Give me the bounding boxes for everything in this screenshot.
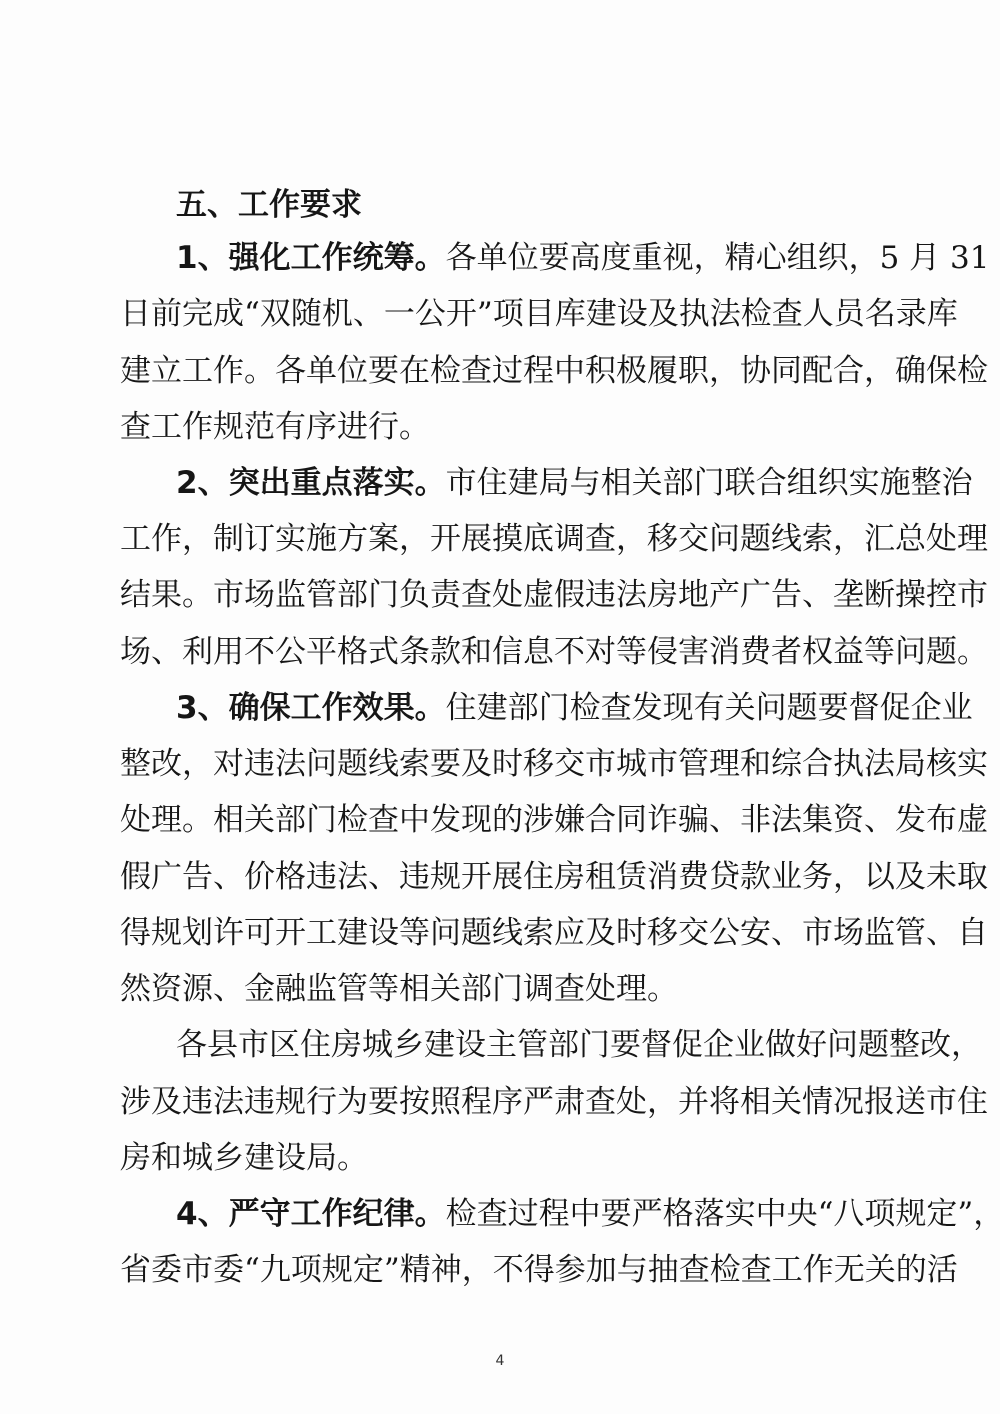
item-3-line-5: 得规划许可开工建设等问题线索应及时移交公安、市场监管、自 xyxy=(120,915,988,951)
item-3-line-6: 然资源、金融监管等相关部门调查处理。 xyxy=(120,971,678,1007)
item-2-line-1: 2、突出重点落实。市住建局与相关部门联合组织实施整治 xyxy=(176,465,973,501)
item-3-line-4: 假广告、价格违法、违规开展住房租赁消费贷款业务，以及未取 xyxy=(120,859,988,895)
paragraph-line-3: 房和城乡建设局。 xyxy=(120,1140,368,1176)
item-3-title: 3、确保工作效果。 xyxy=(176,690,446,726)
item-2-line-3: 结果。市场监管部门负责查处虚假违法房地产广告、垄断操控市 xyxy=(120,577,988,613)
paragraph-line-1: 各县市区住房城乡建设主管部门要督促企业做好问题整改， xyxy=(176,1027,982,1063)
page-number: 4 xyxy=(495,1353,505,1369)
item-1-title: 1、强化工作统筹。 xyxy=(176,240,446,276)
item-4-title: 4、严守工作纪律。 xyxy=(176,1196,446,1232)
item-3-line-3: 处理。相关部门检查中发现的涉嫌合同诈骗、非法集资、发布虚 xyxy=(120,802,988,838)
item-2-line-4: 场、利用不公平格式条款和信息不对等侵害消费者权益等问题。 xyxy=(120,634,988,670)
item-1-line-1: 1、强化工作统筹。各单位要高度重视，精心组织，5 月 31 xyxy=(176,240,990,276)
paragraph-line-2: 涉及违法违规行为要按照程序严肃查处，并将相关情况报送市住 xyxy=(120,1084,988,1120)
item-4-line-2: 省委市委“九项规定”精神，不得参加与抽查检查工作无关的活 xyxy=(120,1252,958,1288)
item-1-line-4: 查工作规范有序进行。 xyxy=(120,409,430,445)
item-3-line-2: 整改，对违法问题线索要及时移交市城市管理和综合执法局核实 xyxy=(120,746,988,782)
item-1-line-3: 建立工作。各单位要在检查过程中积极履职，协同配合，确保检 xyxy=(120,353,988,389)
section-heading: 五、工作要求 xyxy=(176,187,362,223)
item-1-line-2: 日前完成“双随机、一公开”项目库建设及执法检查人员名录库 xyxy=(120,296,958,332)
item-4-line-1: 4、严守工作纪律。检查过程中要严格落实中央“八项规定”， xyxy=(176,1196,1004,1232)
item-2-line-2: 工作，制订实施方案，开展摸底调查，移交问题线索，汇总处理 xyxy=(120,521,988,557)
item-3-line-1: 3、确保工作效果。住建部门检查发现有关问题要督促企业 xyxy=(176,690,973,726)
item-2-title: 2、突出重点落实。 xyxy=(176,465,446,501)
